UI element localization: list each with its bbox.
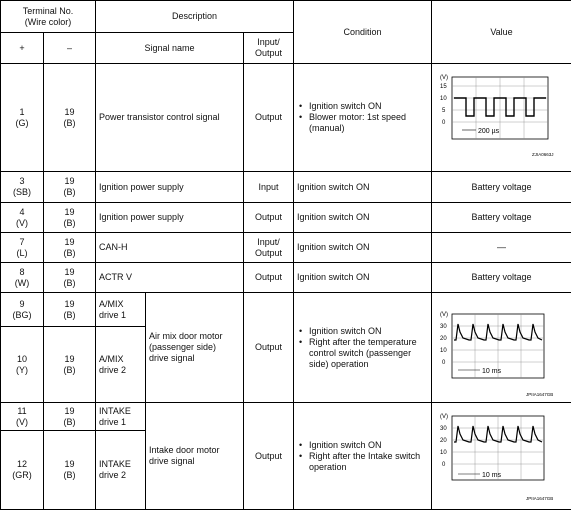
sub-signal-name: INTAKE drive 1 <box>96 403 146 431</box>
airmix-io-cell: Output <box>244 293 294 403</box>
value-cell: Battery voltage <box>432 172 571 203</box>
minus-terminal: 19 (B) <box>44 64 96 172</box>
terminal-no-label: Terminal No. <box>22 5 74 16</box>
minus-terminal: 19 (B) <box>44 172 96 203</box>
svg-text:30: 30 <box>439 323 447 330</box>
io-cell: Input <box>244 172 294 203</box>
value-header: Value <box>432 1 571 64</box>
table-row <box>1 263 571 293</box>
plus-terminal: 7 (L) <box>1 233 44 263</box>
svg-text:JPIIA1647GB: JPIIA1647GB <box>525 391 553 397</box>
plus-terminal: 9 (BG) <box>1 293 44 327</box>
pwm-waveform <box>436 70 568 166</box>
io-cell: Input/ Output <box>244 233 294 263</box>
value-cell <box>432 64 571 172</box>
plus-terminal: 12 (GR) <box>1 431 44 510</box>
airmix-value-cell <box>432 293 571 403</box>
signal-name: CAN-H <box>96 233 244 263</box>
svg-text:15: 15 <box>439 83 447 90</box>
signal-name-header: Signal name <box>96 33 244 64</box>
sub-signal-name: A/MIX drive 2 <box>96 327 146 403</box>
svg-text:20: 20 <box>439 335 447 342</box>
signal-name: Ignition power supply <box>96 203 244 233</box>
plus-header: + <box>1 33 44 64</box>
io-header: Input/ Output <box>244 33 294 64</box>
plus-terminal: 1 (G) <box>1 64 44 172</box>
sub-signal-name: INTAKE drive 2 <box>96 431 146 510</box>
intake-waveform <box>436 404 568 508</box>
svg-text:(V): (V) <box>439 414 448 420</box>
svg-text:10: 10 <box>439 347 447 354</box>
minus-header: – <box>44 33 96 64</box>
minus-terminal: 19 (B) <box>44 203 96 233</box>
signal-name: Power transistor control signal <box>96 64 244 172</box>
value-cell: Battery voltage <box>432 203 571 233</box>
value-cell: Battery voltage <box>432 263 571 293</box>
minus-terminal: 19 (B) <box>44 263 96 293</box>
wire-color-label: (Wire color) <box>24 16 72 27</box>
description-header: Description <box>96 1 294 33</box>
svg-text:(V): (V) <box>439 74 448 81</box>
table-row <box>1 203 571 233</box>
plus-terminal: 3 (SB) <box>1 172 44 203</box>
terminal-header <box>1 1 96 33</box>
airmix-signal-name: Air mix door motor (passenger side) drive signal <box>146 293 244 403</box>
condition-cell: Ignition switch ON <box>294 263 432 293</box>
intake-signal-name: Intake door motor drive signal <box>146 403 244 510</box>
minus-terminal: 19 (B) <box>44 403 96 431</box>
table-row <box>1 293 571 327</box>
svg-text:10 ms: 10 ms <box>481 472 501 479</box>
intake-io-cell: Output <box>244 403 294 510</box>
airmix-waveform <box>436 296 568 400</box>
minus-terminal: 19 (B) <box>44 233 96 263</box>
condition-cell: Ignition switch ON <box>294 203 432 233</box>
svg-text:10 ms: 10 ms <box>481 367 501 375</box>
svg-text:20: 20 <box>439 438 447 444</box>
table-row <box>1 64 571 172</box>
plus-terminal: 8 (W) <box>1 263 44 293</box>
svg-text:30: 30 <box>439 426 447 432</box>
airmix-condition-cell: • Ignition switch ON • Right after the temperature control switch (passenger side) operation <box>294 293 432 403</box>
table-row <box>1 233 571 263</box>
intake-condition-cell: • Ignition switch ON • Right after the Intake switch operation <box>294 403 432 510</box>
table-row <box>1 403 571 431</box>
minus-terminal: 19 (B) <box>44 431 96 510</box>
svg-text:5: 5 <box>441 107 445 114</box>
svg-text:JPIIA1647GB: JPIIA1647GB <box>525 496 553 501</box>
svg-text:(V): (V) <box>439 311 448 318</box>
svg-text:0: 0 <box>441 119 445 126</box>
condition-header: Condition <box>294 1 432 64</box>
io-cell: Output <box>244 263 294 293</box>
svg-text:0: 0 <box>441 359 445 366</box>
svg-text:10: 10 <box>439 450 447 456</box>
svg-text:ZJIA0663J: ZJIA0663J <box>531 151 554 157</box>
io-cell: Output <box>244 203 294 233</box>
condition-cell: Ignition switch ON <box>294 233 432 263</box>
sub-signal-name: A/MIX drive 1 <box>96 293 146 327</box>
svg-text:200 µs: 200 µs <box>477 127 499 135</box>
minus-terminal: 19 (B) <box>44 327 96 403</box>
io-cell: Output <box>244 64 294 172</box>
value-cell: — <box>432 233 571 263</box>
intake-value-cell <box>432 403 571 510</box>
plus-terminal: 4 (V) <box>1 203 44 233</box>
header-row-1 <box>1 1 571 33</box>
plus-terminal: 10 (Y) <box>1 327 44 403</box>
table-row <box>1 172 571 203</box>
plus-terminal: 11 (V) <box>1 403 44 431</box>
condition-cell: Ignition switch ON <box>294 172 432 203</box>
signal-name: Ignition power supply <box>96 172 244 203</box>
signal-name: ACTR V <box>96 263 244 293</box>
svg-text:0: 0 <box>441 462 445 468</box>
minus-terminal: 19 (B) <box>44 293 96 327</box>
condition-cell: • Ignition switch ON • Blower motor: 1st speed (manual) <box>294 64 432 172</box>
svg-text:10: 10 <box>439 95 447 102</box>
